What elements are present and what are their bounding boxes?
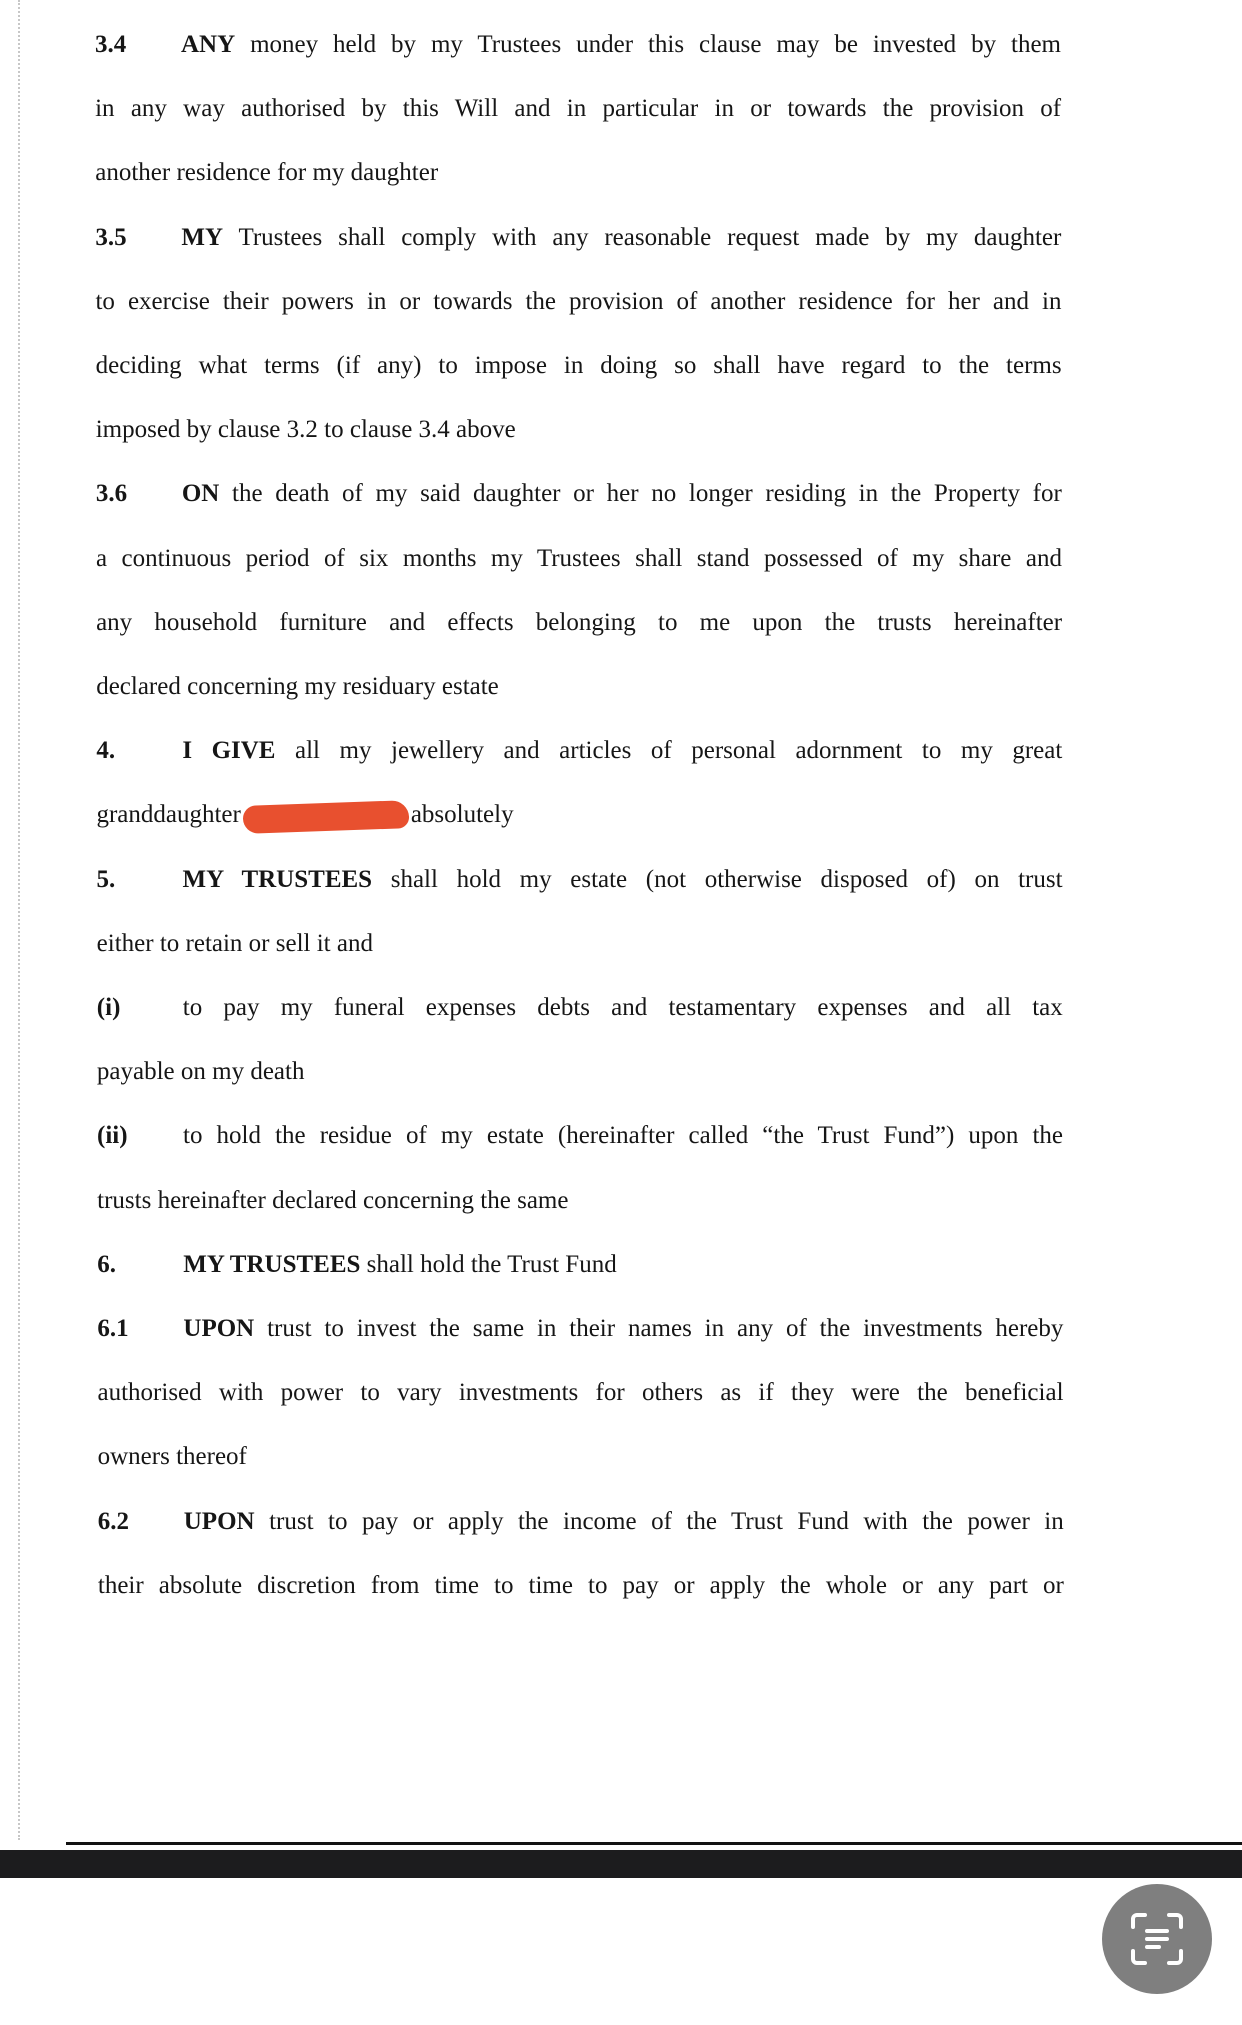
clause-first-line (95, 221, 1061, 255)
clause-number: 6.2 (97, 1507, 129, 1535)
clause-text: another residence for my daughter (95, 159, 439, 187)
text-scan-icon (1129, 1911, 1185, 1967)
clause-line (96, 413, 1062, 447)
clause-text: payable on my death (96, 1058, 305, 1086)
line-content (96, 413, 1062, 447)
line-content (97, 1248, 1063, 1282)
clause-lead-words: I GIVE (182, 737, 276, 765)
clause-number: 4. (96, 737, 116, 765)
clause-line (96, 349, 1062, 383)
clause-lead-words: ON (181, 480, 220, 508)
clause-text: imposed by clause 3.2 to clause 3.4 above (95, 416, 516, 444)
clause-text: to pay my funeral expenses debts and testamentary expenses and all tax (182, 994, 1063, 1021)
clause-line (97, 1055, 1063, 1089)
clause-first-line (96, 734, 1062, 768)
page-bottom-rule (66, 1842, 1242, 1845)
clause-text: absolutely (410, 801, 514, 829)
clause-line (98, 1569, 1064, 1603)
line-content (97, 1119, 1063, 1153)
live-text-scan-button[interactable] (1102, 1884, 1212, 1994)
redaction-mark (242, 800, 409, 834)
line-content (96, 542, 1062, 576)
clause-line (97, 927, 1063, 961)
clause-text: Trustees shall comply with any reasonable request made by my daughter (238, 223, 1062, 251)
clause-number: 3.5 (95, 223, 127, 251)
line-content (97, 1055, 1063, 1089)
line-content (95, 221, 1061, 255)
line-content (96, 734, 1062, 768)
clause-text: all my jewellery and articles of personal adornment to my great (295, 737, 1063, 765)
scan-margin-artifacts (18, 0, 24, 1840)
clause-lead-words: ANY (181, 31, 236, 58)
line-content (96, 670, 1062, 704)
clause-text: authorised with power to vary investments for others as if they were the beneficial (97, 1379, 1064, 1407)
line-content (95, 28, 1061, 62)
clause-first-line (97, 1248, 1063, 1282)
clause-first-line (95, 28, 1061, 62)
clause-text: trusts hereinafter declared concerning the same (97, 1186, 569, 1214)
clause-text: money held by my Trustees under this clause may be invested by them (250, 31, 1061, 58)
clause-text: deciding what terms (if any) to impose in doing so shall have regard to the terms (95, 352, 1062, 379)
clause-text: trust to invest the same in their names in any of the investments hereby (267, 1315, 1064, 1342)
clause-lead-words: MY TRUSTEES (183, 1250, 361, 1278)
clause-line (96, 542, 1062, 576)
clause-text: a continuous period of six months my Trustees shall stand possessed of my share and (95, 544, 1062, 572)
clause-line (95, 92, 1061, 126)
line-content (96, 349, 1062, 383)
clause-number: 3.4 (95, 31, 127, 58)
clause-number: (ii) (97, 1122, 128, 1150)
clause-text: shall hold my estate (not otherwise disposed of) on trust (390, 865, 1063, 893)
clause-line (98, 1376, 1064, 1410)
line-content (98, 1440, 1064, 1474)
clause-line (96, 606, 1062, 640)
clause-line (98, 1440, 1064, 1474)
line-content (97, 863, 1063, 897)
clause-first-line (97, 991, 1063, 1025)
clause-number: 6. (97, 1250, 117, 1278)
clause-first-line (98, 1505, 1064, 1539)
line-content (97, 1312, 1063, 1346)
line-content (97, 1184, 1063, 1218)
clause-lead-words: MY TRUSTEES (182, 865, 373, 893)
clause-first-line (96, 477, 1062, 511)
line-content (97, 991, 1063, 1025)
clause-text: granddaughter (96, 801, 241, 829)
clause-lead-words: UPON (183, 1507, 255, 1535)
line-content (98, 1505, 1064, 1539)
clause-text: to hold the residue of my estate (hereinafter called “the Trust Fund”) upon the (183, 1122, 1064, 1150)
clause-number: 5. (96, 865, 116, 893)
line-content (95, 92, 1061, 126)
clause-line (95, 285, 1061, 319)
clause-text: any household furniture and effects belonging to me upon the trusts hereinafter (96, 608, 1063, 636)
clause-text: in any way authorised by this Will and in particular in or towards the provision of (95, 95, 1062, 123)
line-content (96, 477, 1062, 511)
clause-text: trust to pay or apply the income of the Trust Fund with the power in (269, 1507, 1064, 1535)
clause-lead-words: UPON (183, 1315, 255, 1342)
clause-text: the death of my said daughter or her no longer residing in the Property for (232, 480, 1062, 508)
line-content (95, 156, 1061, 190)
clause-line (96, 798, 1062, 832)
clause-first-line (97, 1312, 1063, 1346)
clause-line (95, 156, 1061, 190)
line-content (98, 1569, 1064, 1603)
clause-first-line (97, 863, 1063, 897)
clause-first-line (97, 1119, 1063, 1153)
line-content (95, 285, 1061, 319)
clause-text: shall hold the Trust Fund (366, 1250, 617, 1278)
clause-line (97, 1184, 1063, 1218)
clause-lead-words: MY (181, 223, 224, 251)
line-content (98, 1376, 1064, 1410)
clause-number: (i) (96, 994, 121, 1021)
line-content (96, 798, 1062, 832)
clause-number: 3.6 (95, 480, 128, 508)
clause-line (96, 670, 1062, 704)
line-content (96, 606, 1062, 640)
clause-text: either to retain or sell it and (96, 929, 373, 957)
clause-number: 6.1 (97, 1315, 129, 1342)
clause-text: owners thereof (97, 1443, 247, 1471)
clause-text: to exercise their powers in or towards the provision of another residence for her and in (95, 287, 1062, 315)
clause-text: their absolute discretion from time to time to pay or apply the whole or any part or (97, 1571, 1064, 1599)
clause-text: declared concerning my residuary estate (96, 673, 499, 700)
line-content (97, 927, 1063, 961)
page-divider-bar (0, 1850, 1242, 1878)
